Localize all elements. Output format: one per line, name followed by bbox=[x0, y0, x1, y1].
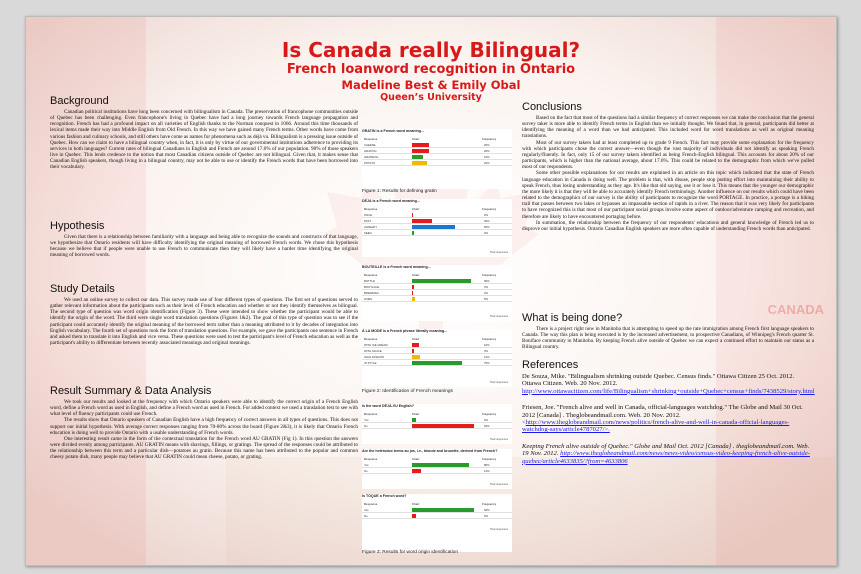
hypothesis-text: Given that there is a relationship between familiarity with a language and being able to recognize the sounds and constructs of that language, we hypothesize that Ontario residents will have difficulty identifying the original meaning of borrowed French words. We chose this hypothesis because we believe that if people were unable to use French to communicate then they will likely have a harder time identifying the original meaning of borrowed words. bbox=[50, 234, 358, 259]
figure-3a bbox=[362, 404, 512, 444]
reference-1-link[interactable]: http://www.ottawacitizen.com/life/Bilingualism+shrinking+outside+Quebec+census+finds/7438529/story.html bbox=[522, 387, 815, 395]
fig1-row-frequency: 26% bbox=[484, 149, 490, 153]
fig2b-row-frequency: 2% bbox=[484, 291, 489, 295]
fig2b-header-response: Response bbox=[364, 273, 378, 277]
fig3a-title: Is the word DÉJÀ-VU English? bbox=[362, 404, 414, 408]
poster-authors: Madeline Best & Emily Obal bbox=[341, 78, 521, 92]
fig2a-header-frequency: Frequency bbox=[482, 207, 497, 211]
fig1-header-response: Response bbox=[364, 137, 378, 141]
figure-2b bbox=[362, 265, 512, 321]
canada-watermark-text: CANADA bbox=[767, 302, 824, 317]
study-heading: Study Details bbox=[50, 283, 115, 295]
figure-3b bbox=[362, 449, 512, 489]
fig3c-header-frequency: Frequency bbox=[482, 502, 497, 506]
fig1-row-frequency: 22% bbox=[484, 161, 490, 165]
fig2a-row-label: ONCE bbox=[364, 213, 373, 217]
fig3b-header-chart: Chart bbox=[412, 457, 420, 461]
figure-2a bbox=[362, 199, 512, 257]
fig2-caption: Figure 2: Identification of French meanings bbox=[362, 389, 453, 394]
fig3b-total: Total responses bbox=[489, 483, 508, 486]
fig2b-row-divider bbox=[362, 301, 512, 302]
results-p3: One interesting result came in the form of the contextual translation for the French word AU GRATIN (Fig 1). In this question the answers were divided evenly among participants. AU GRATIN means with shavings, fillings, or gratings. The spread of the responses could be attributed to the relationship between this term and a particular dish—potatoes au gratin. Because this name has been attributed to the popular and common cheesy potato dish, many people may believe that AU GRATIN could mean cheese, potato, or grating. bbox=[50, 435, 358, 461]
fig1-row-label: CHEESE bbox=[364, 143, 376, 147]
conclusions-p3: Some other possible explanations for our results are explained in an article on this topic which indicated that the state of French language education in Canada is doing well. The problem is that, with disuse, people stop putting effort into maintaining their ability to speak French, thus losing understanding as they age. It's like that old saying, use it or lose it. This means that the younger our demographic the more likely it is that they will be able to accurately identify French terminology. Another influence on our results which could have been related to the demographics of our survey is the ability of participants to recognize the word PORTAGE. In practice, a portage is a hiking trail that passes between two lakes or bypasses an impassable section of rapids in a river. The reason that it was very likely for participants to have recognized this is that most of our participant social groups involve some aspect of outdoor/adventure camping and recreation, and therefore are likely to have encountered portaging before. bbox=[522, 170, 814, 220]
fig2b-row-frequency: 90% bbox=[484, 279, 490, 283]
conclusions-p1: Based on the fact that most of the questions had a similar frequency of correct responses we can make the conclusion that the general survey taker is more able to identify French terms in English than we initially thought. We found that, in general, participants did better at identifying the meaning of a word than we had anticipated. This included word for word translations as well as original meaning translations. bbox=[522, 115, 814, 140]
reference-3 bbox=[522, 443, 814, 465]
fig2b-header-frequency: Frequency bbox=[482, 273, 497, 277]
fig2a-row-frequency: 30% bbox=[484, 219, 490, 223]
fig2c-row-frequency: 12% bbox=[484, 355, 490, 359]
fig3b-header-frequency: Frequency bbox=[482, 457, 497, 461]
fig2c-row-label: WITH ICE CREAM bbox=[364, 343, 388, 347]
fig2a-title: DÉJA is a French word meaning... bbox=[362, 199, 420, 203]
fig1-row-frequency: 26% bbox=[484, 143, 490, 147]
fig2a-row-frequency: 2% bbox=[484, 213, 489, 217]
fig3a-row bbox=[362, 423, 512, 429]
fig3c-row bbox=[362, 513, 512, 519]
fig3a-header-response: Response bbox=[364, 412, 378, 416]
fig1-row-label: GRATING bbox=[364, 149, 377, 153]
results-section bbox=[50, 385, 358, 461]
poster bbox=[25, 16, 837, 566]
hypothesis-section bbox=[50, 220, 358, 259]
study-section bbox=[50, 283, 358, 346]
fig2a-header-response: Response bbox=[364, 207, 378, 211]
fig3b-row-frequency: 14% bbox=[484, 469, 490, 473]
poster-university: Queen’s University bbox=[380, 92, 482, 103]
fig1-header-chart: Chart bbox=[412, 137, 420, 141]
poster-title: Is Canada really Bilingual? bbox=[281, 38, 581, 62]
fig3c-header-chart: Chart bbox=[412, 502, 420, 506]
fig3c-row-divider bbox=[362, 518, 512, 519]
conclusions-section bbox=[522, 101, 814, 232]
reference-2-text: Friesen, Joe. "French alive and well in Canada, official-languages watchdog." The Globe and Mail 30 Oct. 2012 [Canada] . Theglobeandmail.com. Web. 20 Nov. 2012. < bbox=[522, 404, 803, 427]
reference-2 bbox=[522, 404, 814, 434]
fig2c-header-chart: Chart bbox=[412, 337, 420, 341]
fig3c-header-response: Response bbox=[364, 502, 378, 506]
fig3b-title: Are the heterodox terms au jus, i.e., blonde and brunette, derived from French? bbox=[362, 449, 498, 453]
fig2c-row-label: HIGH FASHION bbox=[364, 355, 385, 359]
fig2c-row-label: WITH SAUCE bbox=[364, 349, 382, 353]
fig2b-row-label: BOOTLACE bbox=[364, 285, 380, 289]
reference-2-link[interactable]: http://www.theglobeandmail.com/news/politics/french-alive-and-well-in-canada-official-languages-watchdog-says/article4787027/>. bbox=[522, 419, 790, 434]
fig2a-row-frequency: 65% bbox=[484, 225, 490, 229]
fig2a-row-frequency: 3% bbox=[484, 231, 489, 235]
fig3b-row-label: No bbox=[364, 469, 368, 473]
fig2c-row bbox=[362, 360, 512, 366]
reference-1-text: De Souza, Mike. "Bilingualism shrinking outside Quebec. Census finds." Ottawa Citizen 25 Oct. 2012. Ottawa Citizen. Web. 20 Nov. 2012. bbox=[522, 373, 795, 388]
reference-3-link[interactable]: http://www.theglobeandmail.com/news/news-video/census-video-keeping-french-alive-outside-quebec/article4633835/?from=4633806 bbox=[522, 450, 810, 465]
figure-1 bbox=[362, 129, 512, 189]
fig2c-row-label: IN STYLE bbox=[364, 361, 377, 365]
references-heading: References bbox=[522, 359, 579, 371]
fig2b-row-frequency: 5% bbox=[484, 297, 489, 301]
reference-1 bbox=[522, 373, 814, 395]
fig2c-row-frequency: 75% bbox=[484, 361, 490, 365]
fig3a-row-label: Yes bbox=[364, 418, 369, 422]
fig2c-row-frequency: 3% bbox=[484, 349, 489, 353]
being-done-heading: What is being done? bbox=[522, 312, 623, 324]
background-text: Canadian political institutions have long been concerned with bilingualism in Canada. The preservation of francophone communities outside of Quebec has been challenging. Even francophone's living in Quebec have had a long journey towards French language propagation and recognition. French has had a profound impact on all varieties of English thanks to the Norman conquest in 1066. Around this time thousands of lexical items made their way into Middle English from Old French. In this way we have gained many French terms. Other words have come from various fashion and culinary schools, and still others have come as names for phenomena such as déjà vu. Bilingualism is a pressing issue outside of Quebec. How can we claim to have a bilingual country when, in fact, it is only by virtue of our governmental institutions adherence to providing its services in both languages? Current rates of bilingual Canadians in English and French are around 17.6% of our population. 90% of those speakers live in Quebec. This lends credence to the notion that most Canadian citizens outside of Quebec are not bilingual. Given that, it makes sense that Canadian English speakers, though living in a bilingual country, may not be able to use or identify the French words that have been borrowed into their vocabulary. bbox=[50, 109, 359, 171]
results-heading: Result Summary & Data Analysis bbox=[50, 385, 212, 397]
background-section bbox=[50, 95, 358, 171]
fig3c-row-frequency: 94% bbox=[484, 508, 490, 512]
fig2b-title: BOUTEILLE is a French word meaning... bbox=[362, 265, 431, 269]
poster-subtitle: French loanword recognition in Ontario bbox=[286, 62, 576, 77]
fig2a-row-divider bbox=[362, 235, 512, 236]
fig2c-header-response: Response bbox=[364, 337, 378, 341]
fig3a-row-frequency: 6% bbox=[484, 418, 489, 422]
fig2b-row-label: BOTTLE bbox=[364, 279, 375, 283]
fig1-caption: Figure 1: Results for defining gratin bbox=[362, 189, 437, 194]
fig3b-row-divider bbox=[362, 473, 512, 474]
references-section bbox=[522, 359, 814, 465]
fig3b-row-frequency: 86% bbox=[484, 463, 490, 467]
being-done-text: There is a project right now in Manitoba that is attempting to speed up the rate immigration among French first language speakers to Canada. The way this plan is being executed is by the increased advertisement, to prospective Canadians, of Winnipeg's French quarter St. Boniface community in Manitoba. By keeping French alive outside of Quebec we can expect a continued effort to maintain our status as a Bilingual country. bbox=[522, 326, 814, 351]
fig2b-row-label: BREWMAN bbox=[364, 291, 379, 295]
conclusions-p4: In summation, the relationship between the frequency of our respondents' educations and general knowledge of French led us to disprove our initial hypothesis. Ontario Canadian English speakers are more often capable of understanding French words than anticipated. bbox=[522, 219, 814, 232]
fig3c-row-label: No bbox=[364, 514, 368, 518]
fig1-row-label: GRATEFUL bbox=[364, 155, 379, 159]
fig3a-row-divider bbox=[362, 428, 512, 429]
fig2c-row-frequency: 10% bbox=[484, 343, 490, 347]
fig3c-title: Is TOQUE a French word? bbox=[362, 494, 407, 498]
fig2a-row-label: PAST bbox=[364, 219, 372, 223]
conclusions-p2: Most of our survey takers had at least completed up to grade 9 French. This fact may provide some explanation for the frequency with which participants chose the correct answer—even though the vast majority of individuals did not identify as speaking French regularly/fluently. In fact, only 15 of our survey takers identified as being French-English bilingual. This accounts for about 20% of our participants, which is higher than the national average, about 17.6%. This could be related to the demographic from which we've pulled most of our respondents. bbox=[522, 139, 814, 171]
fig2c-title: À LA MODE is a French phrase literally meaning... bbox=[362, 329, 448, 333]
fig2b-header-chart: Chart bbox=[412, 273, 420, 277]
fig3c-row-label: Yes bbox=[364, 508, 369, 512]
fig2b-row-label: LINEN bbox=[364, 297, 373, 301]
figure-2c bbox=[362, 329, 512, 387]
fig1-row-divider bbox=[362, 165, 512, 166]
results-p2: The results show that Ontario speakers of Canadian English have a high frequency of correct answers in all types of questions. This does not support our initial hypothesis. With average correct responses ranging from 70-80% across the board (Figure 2&3), it is likely that Ontario French education is doing well to provide Ontario with a usable understanding of French words. bbox=[50, 417, 358, 436]
fig3b-row bbox=[362, 468, 512, 474]
figure-3c bbox=[362, 494, 512, 552]
fig3c-total: Total responses bbox=[489, 528, 508, 531]
fig2a-row bbox=[362, 230, 512, 236]
fig2c-row-divider bbox=[362, 365, 512, 366]
results-p1: We took our results and looked at the frequency with which Ontario speakers were able to identify the correct origin of a French English word, define a French word as used in English, and define a French word as used in French. For added context we used a translation test to see with what level of fluency participants could use French. bbox=[50, 399, 358, 418]
fig3b-header-response: Response bbox=[364, 457, 378, 461]
reference-3-text: Keeping French alive outside of Quebec." Globe and Mail Oct. 2012 [Canada] . theglobeandmail.com. Web. 19 Nov. 2012. bbox=[522, 442, 810, 458]
fig3b-row-label: Yes bbox=[364, 463, 369, 467]
fig2a-row-label: ALREADY bbox=[364, 225, 378, 229]
study-text: We used an online survey to collect our data. This survey made use of four different types of questions. The first set of questions served to gather relevant information about the participants such as their level of French education and whether or not they identify themselves as bilingual. The second type of question was word origin identification (Figure 3). These were intended to show whether the participant would be able to identify the origin of the word. The third were single word translation questions (Figures 1&2). The goal of this type of question was to see if the participant could accurately identify the original meaning of the borrowed term rather than a meaning attributed to it by decades of integration into English vocabulary. The fourth set of questions took the form of translation questions. For example, we gave the participants one sentence in French and asked them to translate it into English and vice versa. These questions were used to test the participant's level of French education as well as the participant's ability to differentiate between recently associated meanings and original meanings. bbox=[50, 297, 358, 347]
fig2c-total: Total responses bbox=[489, 381, 508, 384]
fig2c-header-frequency: Frequency bbox=[482, 337, 497, 341]
fig3a-row-frequency: 94% bbox=[484, 424, 490, 428]
fig2a-row-label: SEEN bbox=[364, 231, 372, 235]
fig2b-row-frequency: 3% bbox=[484, 285, 489, 289]
fig2b-row bbox=[362, 296, 512, 302]
fig3a-header-frequency: Frequency bbox=[482, 412, 497, 416]
fig2b-total: Total responses bbox=[489, 315, 508, 318]
fig1-row bbox=[362, 160, 512, 166]
hypothesis-heading: Hypothesis bbox=[50, 220, 105, 232]
fig3a-row-label: No bbox=[364, 424, 368, 428]
fig3a-total: Total responses bbox=[489, 438, 508, 441]
fig1-row-label: POTATO bbox=[364, 161, 376, 165]
fig2a-header-chart: Chart bbox=[412, 207, 420, 211]
fig3a-header-chart: Chart bbox=[412, 412, 420, 416]
conclusions-heading: Conclusions bbox=[522, 101, 582, 113]
fig1-header-frequency: Frequency bbox=[482, 137, 497, 141]
fig3-caption: Figure 3: Results for word origin identification bbox=[362, 550, 458, 555]
being-done-section bbox=[522, 312, 814, 351]
fig1-title: GRATIN is a French word meaning... bbox=[362, 129, 424, 133]
fig1-row-frequency: 16% bbox=[484, 155, 490, 159]
fig3c-row-frequency: 6% bbox=[484, 514, 489, 518]
fig2a-total: Total responses bbox=[489, 251, 508, 254]
background-heading: Background bbox=[50, 95, 109, 107]
